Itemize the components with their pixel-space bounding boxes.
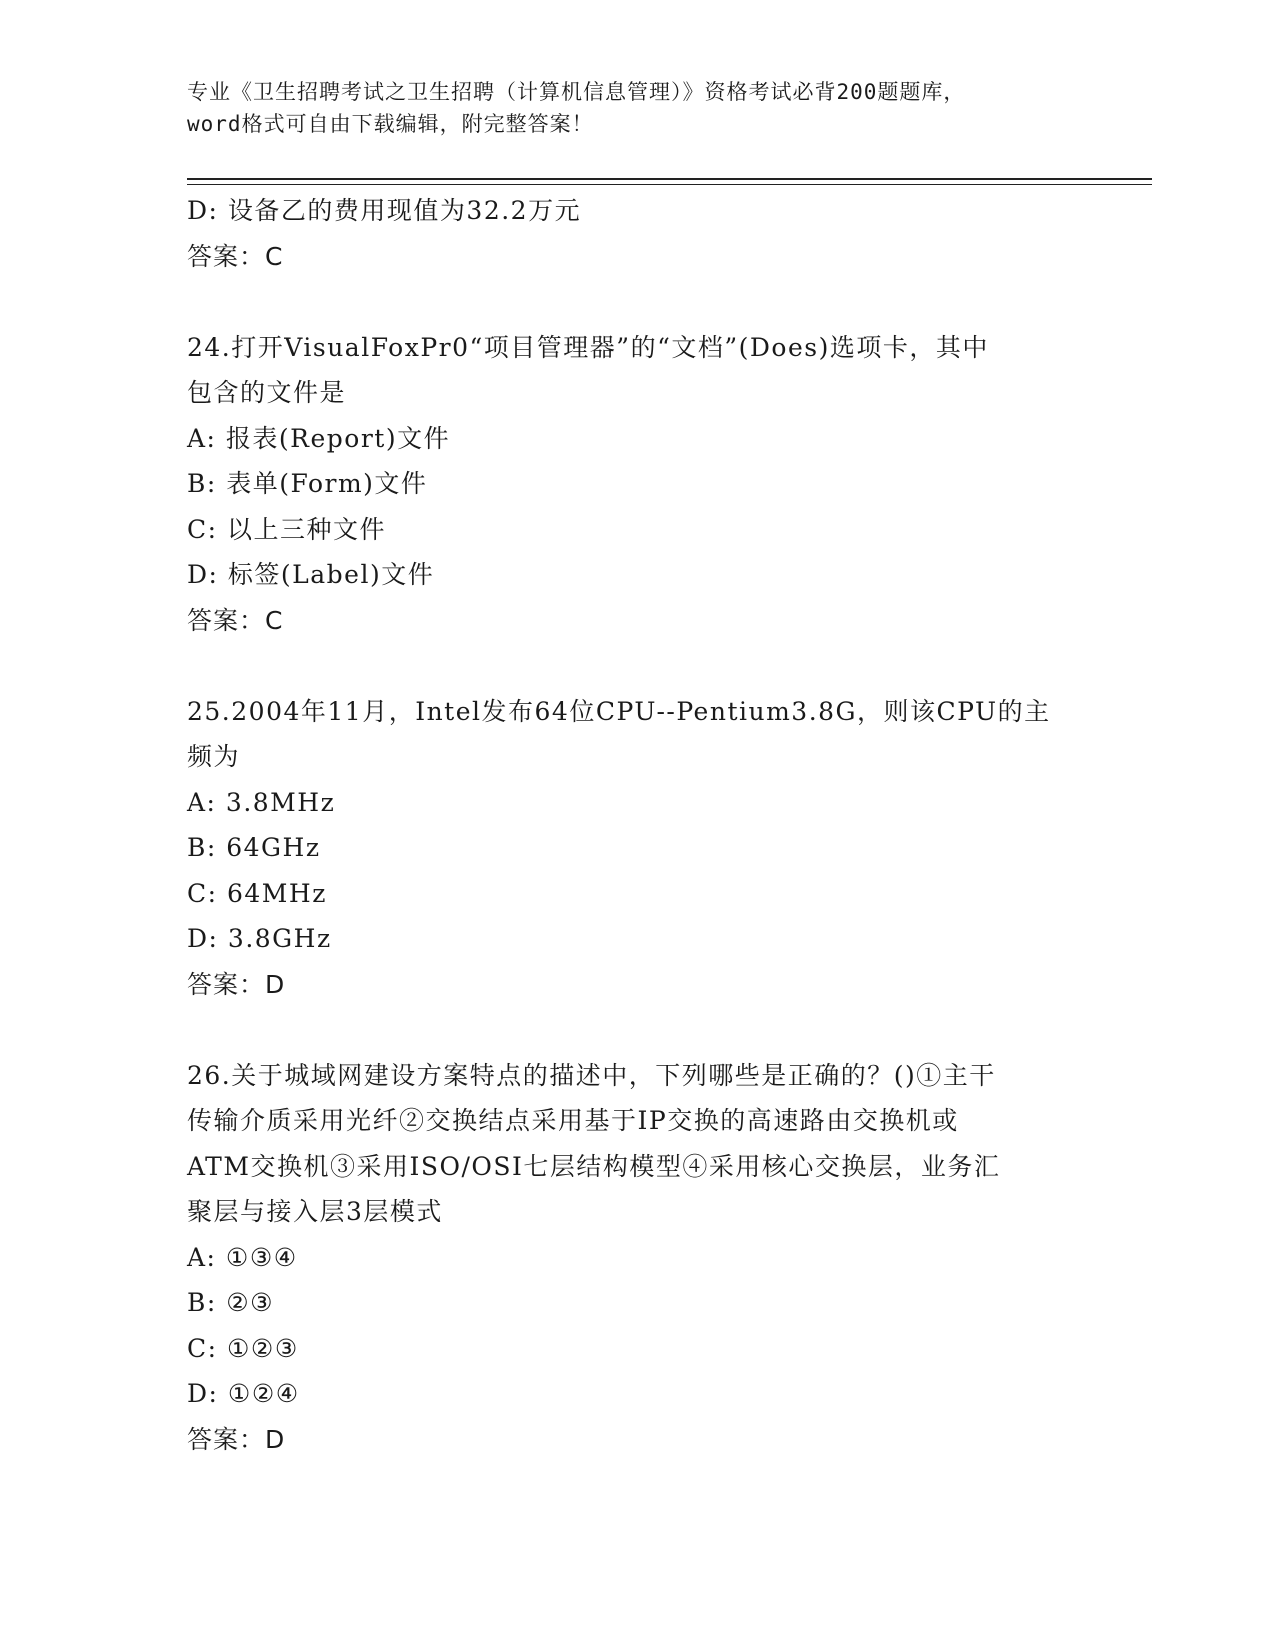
document-header	[187, 76, 1087, 140]
header-title-line-1: 专业《卫生招聘考试之卫生招聘（计算机信息管理）》资格考试必背200题题库，	[187, 80, 966, 104]
option-b: B: ②③	[187, 1288, 275, 1317]
option-c: C: ①②③	[187, 1333, 299, 1363]
answer-line: 答案：D	[187, 969, 286, 999]
question-26	[187, 1053, 1087, 1463]
option-a: A: 报表(Report)文件	[187, 423, 451, 453]
option-d: D: ①②④	[187, 1379, 300, 1408]
question-stem: ATM交换机③采用ISO/OSI七层结构模型④采用核心交换层，业务汇	[187, 1151, 1001, 1181]
header-divider-thin	[187, 184, 1152, 185]
option-a: A: 3.8MHz	[187, 787, 336, 817]
option-d: D: 设备乙的费用现值为32.2万元	[187, 196, 582, 225]
option-b: B: 表单(Form)文件	[187, 469, 428, 498]
option-a: A: ①③④	[187, 1242, 298, 1272]
answer-line: 答案：C	[187, 241, 284, 271]
option-d: D: 标签(Label)文件	[187, 560, 435, 589]
question-stem: 25.2004年11月，Intel发布64位CPU--Pentium3.8G，则该CPU的主	[187, 696, 1051, 726]
header-title-line-2: word格式可自由下载编辑，附完整答案！	[187, 112, 594, 136]
question-stem: 24.打开VisualFoxPr0“项目管理器”的“文档”(Does)选项卡，其中	[187, 332, 989, 362]
question-stem: 聚层与接入层3层模式	[187, 1197, 443, 1226]
option-c: C: 以上三种文件	[187, 514, 386, 544]
previous-question-tail	[187, 188, 1087, 279]
spacer	[187, 1007, 1087, 1053]
header-divider-thick	[187, 178, 1152, 180]
question-stem: 传输介质采用光纤②交换结点采用基于IP交换的高速路由交换机或	[187, 1106, 959, 1135]
spacer	[187, 279, 1087, 325]
option-d: D: 3.8GHz	[187, 924, 332, 953]
question-stem: 频为	[187, 742, 241, 771]
question-stem: 26.关于城域网建设方案特点的描述中，下列哪些是正确的？()①主干	[187, 1060, 996, 1090]
option-c: C: 64MHz	[187, 878, 327, 908]
spacer	[187, 643, 1087, 689]
answer-line: 答案：D	[187, 1424, 286, 1454]
question-stem: 包含的文件是	[187, 378, 347, 407]
option-b: B: 64GHz	[187, 833, 321, 862]
question-24	[187, 325, 1087, 644]
question-25	[187, 689, 1087, 1008]
question-list	[187, 188, 1087, 1462]
answer-line: 答案：C	[187, 605, 284, 635]
